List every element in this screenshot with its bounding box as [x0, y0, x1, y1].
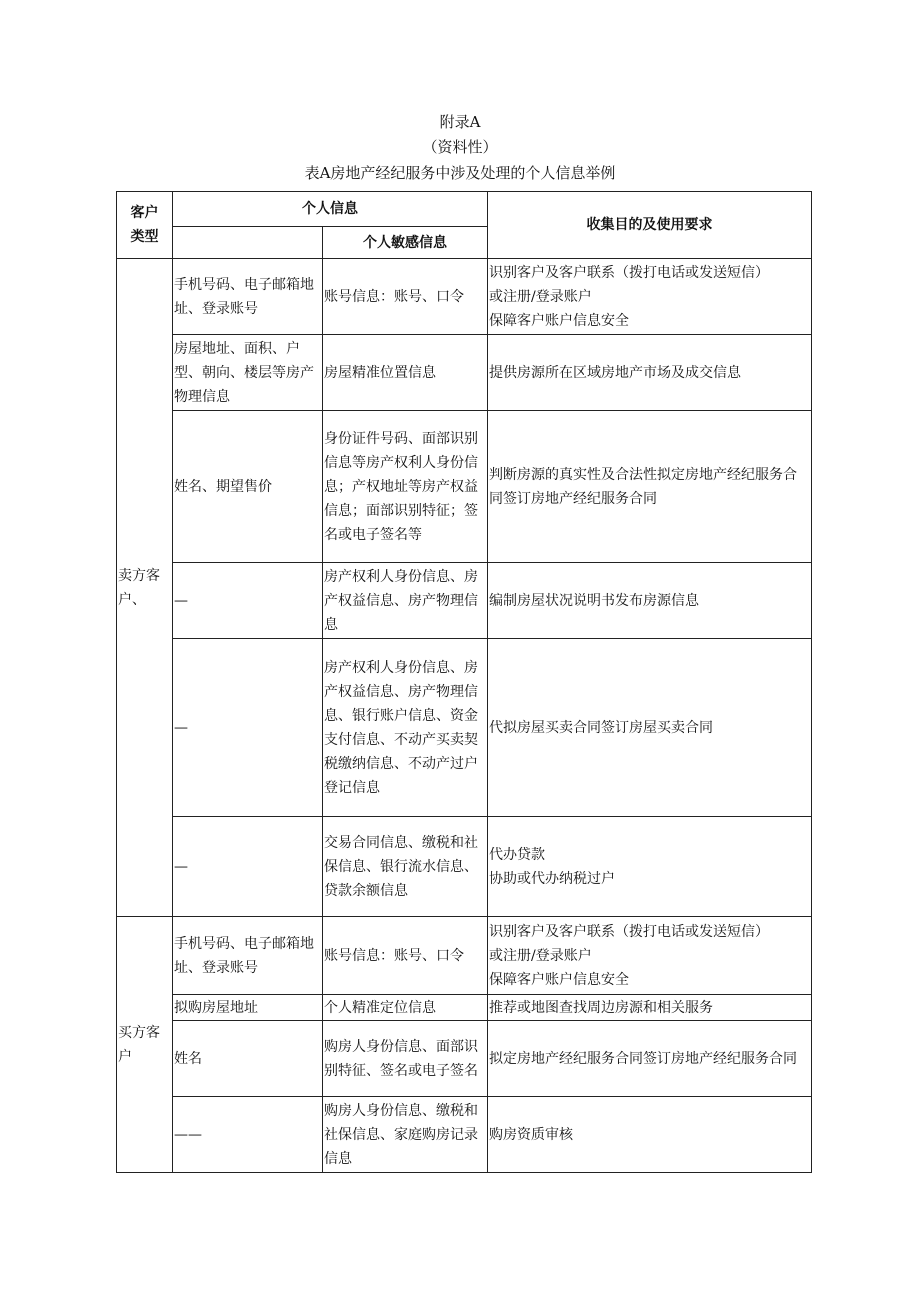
sensitive-cell: 购房人身份信息、面部识别特征、签名或电子签名 [323, 1021, 488, 1097]
personal-info-table [116, 191, 812, 1173]
sensitive-cell: 房产权利人身份信息、房产权益信息、房产物理信息 [323, 563, 488, 639]
sensitive-cell: 交易合同信息、缴税和社保信息、银行流水信息、贷款余额信息 [323, 817, 488, 917]
sensitive-cell: 账号信息：账号、口令 [323, 259, 488, 335]
sensitive-cell: 个人精准定位信息 [323, 995, 488, 1021]
sensitive-cell: 身份证件号码、面部识别信息等房产权利人身份信息；产权地址等房产权益信息；面部识别特征；签名或电子签名等 [323, 411, 488, 563]
table-row [117, 259, 812, 335]
purpose-cell: 识别客户及客户联系（拨打电话或发送短信） 或注册/登录账户 保障客户账户信息安全 [488, 259, 812, 335]
table-row [117, 639, 812, 817]
purpose-cell: 代拟房屋买卖合同签订房屋买卖合同 [488, 639, 812, 817]
info-cell: 手机号码、电子邮箱地址、登录账号 [173, 917, 323, 995]
table-title: 表A房地产经纪服务中涉及处理的个人信息举例 [304, 164, 616, 182]
purpose-cell: 提供房源所在区域房地产市场及成交信息 [488, 335, 812, 411]
purpose-cell: 编制房屋状况说明书发布房源信息 [488, 563, 812, 639]
info-cell: 拟购房屋地址 [173, 995, 323, 1021]
customer-type-buyer: 买方客户 [117, 917, 173, 1173]
sensitive-cell: 房产权利人身份信息、房产权益信息、房产物理信息、银行账户信息、资金支付信息、不动产买卖契税缴纳信息、不动产过户登记信息 [323, 639, 488, 817]
appendix-label: 附录A [439, 113, 481, 131]
purpose-cell: 判断房源的真实性及合法性拟定房地产经纪服务合同签订房地产经纪服务合同 [488, 411, 812, 563]
purpose-cell: 购房资质审核 [488, 1097, 812, 1173]
purpose-cell: 代办贷款 协助或代办纳税过户 [488, 817, 812, 917]
table-row [117, 1021, 812, 1097]
table-row [117, 995, 812, 1021]
personal-info-header: 个人信息 [173, 192, 488, 227]
customer-type-header: 客户 类型 [117, 192, 173, 259]
appendix-nature: （资料性） [422, 138, 498, 156]
table-row [117, 917, 812, 995]
info-cell: 房屋地址、面积、户型、朝向、楼层等房产物理信息 [173, 335, 323, 411]
table-row [117, 335, 812, 411]
info-cell: 手机号码、电子邮箱地址、登录账号 [173, 259, 323, 335]
info-cell: — [173, 639, 323, 817]
table-row [117, 1097, 812, 1173]
purpose-cell: 拟定房地产经纪服务合同签订房地产经纪服务合同 [488, 1021, 812, 1097]
info-cell: 姓名、期望售价 [173, 411, 323, 563]
table-row [117, 817, 812, 917]
table-row [117, 563, 812, 639]
info-cell: — [173, 563, 323, 639]
sensitive-cell: 账号信息：账号、口令 [323, 917, 488, 995]
header-row [117, 192, 812, 227]
purpose-cell: 识别客户及客户联系（拨打电话或发送短信） 或注册/登录账户 保障客户账户信息安全 [488, 917, 812, 995]
info-cell: 姓名 [173, 1021, 323, 1097]
info-cell: — [173, 817, 323, 917]
purpose-header: 收集目的及使用要求 [488, 192, 812, 259]
sensitive-info-header: 个人敏感信息 [323, 227, 488, 259]
customer-type-seller: 卖方客户、 [117, 259, 173, 917]
sensitive-cell: 房屋精准位置信息 [323, 335, 488, 411]
info-cell: —— [173, 1097, 323, 1173]
sensitive-cell: 购房人身份信息、缴税和社保信息、家庭购房记录信息 [323, 1097, 488, 1173]
table-row [117, 411, 812, 563]
purpose-cell: 推荐或地图查找周边房源和相关服务 [488, 995, 812, 1021]
